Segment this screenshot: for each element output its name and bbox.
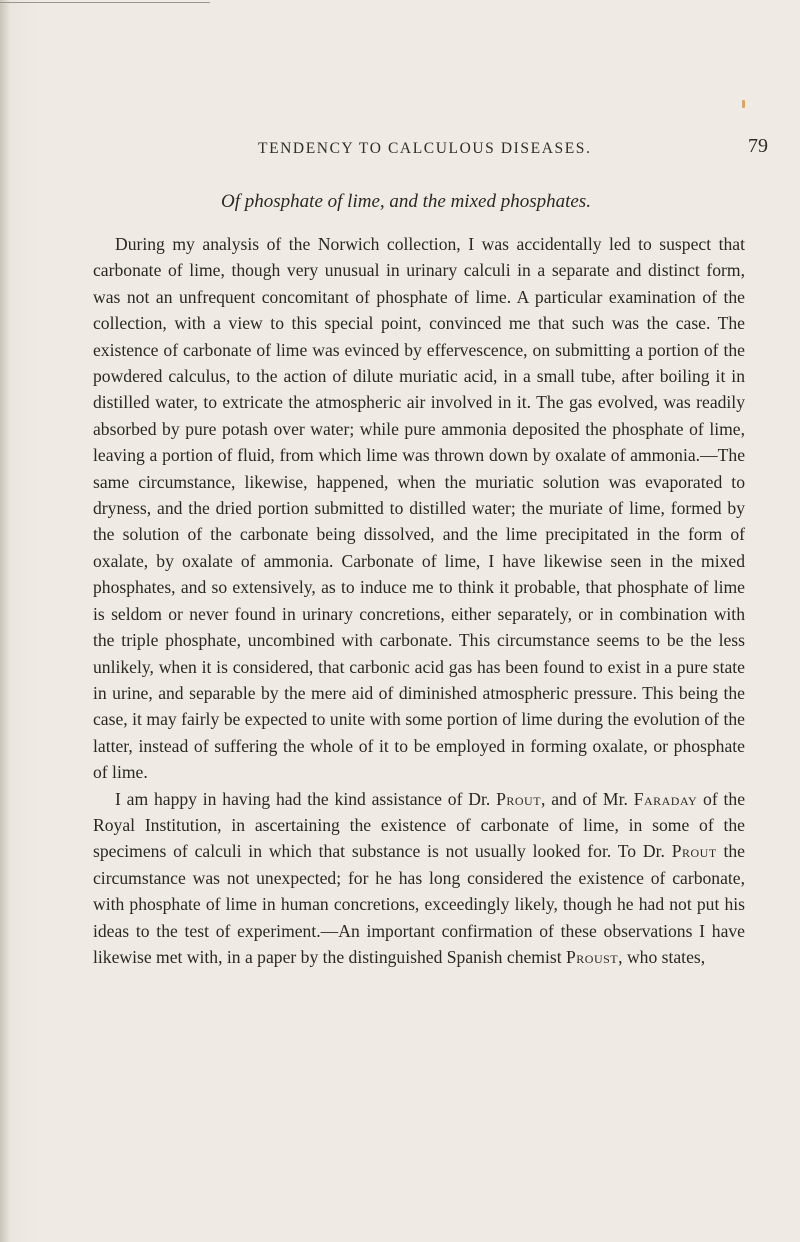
page-header xyxy=(0,135,800,168)
body-text xyxy=(93,231,745,970)
name-faraday: Faraday xyxy=(633,788,698,809)
top-rule xyxy=(0,2,210,3)
page-binding-edge xyxy=(0,0,10,1242)
paragraph-2 xyxy=(93,786,745,971)
paragraph-2-part-3: of the Royal Institution, in ascertaining the existence of carbonate of lime, in some of the specimens of calculi in which that substance is not usually looked for. To Dr. xyxy=(93,788,746,862)
paragraph-2-part-4: the circumstance was not unexpected; for he has long considered the existence of carbonate, with phosphate of lime in human concretions, exceedingly likely, though he had not put his ideas to the test of experiment.—An important confirmation of these observations I have likewise met with, in a paper by the distinguished Spanish chemist xyxy=(93,841,745,967)
ink-mark xyxy=(742,100,745,108)
paragraph-2-part-2: , and of Mr. xyxy=(541,788,634,809)
paragraph-2-part-1: I am happy in having had the kind assistance of Dr. xyxy=(115,788,497,809)
paragraph-2-part-5: , who states, xyxy=(618,946,706,967)
running-head: TENDENCY TO CALCULOUS DISEASES. xyxy=(258,140,592,157)
name-prout: Prout xyxy=(496,788,542,809)
page-number: 79 xyxy=(748,135,768,157)
name-proust: Proust xyxy=(566,946,619,967)
paragraph-1: During my analysis of the Norwich collection, I was accidentally led to suspect that carbonate of lime, though very unusual in urinary calculi in a separate and distinct form, was not an unfrequent concomitant of phosphate of lime. A particular examination of the collection, with a view to this special point, convinced me that such was the case. The existence of carbonate of lime was evinced by effervescence, on submitting a portion of the powdered calculus, to the action of dilute muriatic acid, in a small tube, after boiling it in distilled water, to extricate the atmospheric air involved in it. The gas evolved, was readily absorbed by pure potash over water; while pure ammonia deposited the phosphate of lime, leaving a portion of fluid, from which lime was thrown down by oxalate of ammonia.—The same circumstance, likewise, happened, when the muriatic solution was evaporated to dryness, and the dried portion submitted to distilled water; the muriate of lime, formed by the solution of the carbonate being dissolved, and the lime precipitated in the form of oxalate, by oxalate of ammonia. Carbonate of lime, I have likewise seen in the mixed phosphates, and so extensively, as to induce me to think it probable, that phosphate of lime is seldom or never found in urinary concretions, either separately, or in combination with the triple phosphate, uncombined with carbonate. This circumstance seems to be the less unlikely, when it is considered, that carbonic acid gas has been found to exist in a pure state in urine, and separable by the mere aid of diminished atmospheric pressure. This being the case, it may fairly be expected to unite with some portion of lime during the evolution of the latter, instead of suffering the whole of it to be employed in forming oxalate, or phosphate of lime. xyxy=(93,234,745,783)
name-prout-second: Prout xyxy=(671,841,717,862)
section-title: Of phosphate of lime, and the mixed phosphates. xyxy=(221,191,591,212)
